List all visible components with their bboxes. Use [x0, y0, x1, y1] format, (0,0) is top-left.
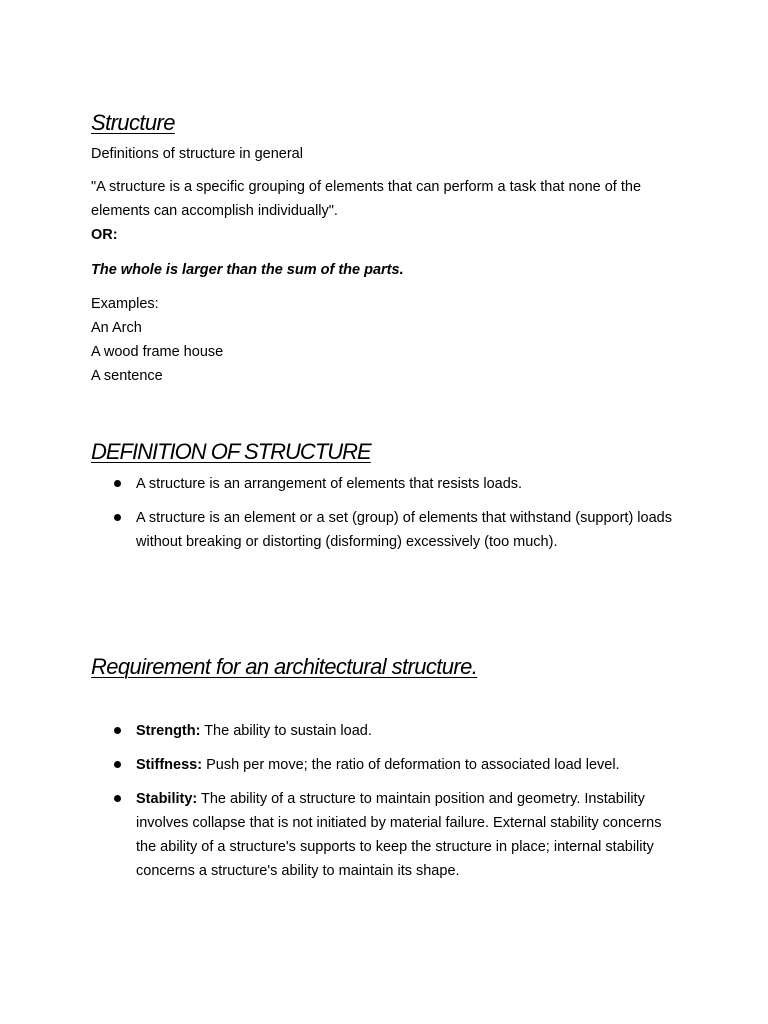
description: The ability of a structure to maintain position and geometry. Instability involves collapse that is not initiated by material failure. External stability concerns the ability of a structure's supports to keep the structure in place; internal stability concerns a structure's ability to maintain its shape.	[136, 791, 662, 879]
bullet-icon	[114, 795, 121, 802]
section-title-structure: Structure	[91, 110, 175, 135]
structure-quote: "A structure is a specific grouping of elements that can perform a task that none of the elements can accomplish individually".	[91, 179, 642, 219]
bullet-text	[136, 787, 676, 883]
section-subtitle: Definitions of structure in general	[91, 146, 303, 162]
bullet-icon	[114, 761, 121, 768]
examples-label: Examples:	[91, 296, 159, 312]
example-item: An Arch	[91, 320, 142, 336]
term-stability: Stability:	[136, 791, 198, 807]
bullet-text	[136, 719, 676, 743]
bullet-icon	[114, 514, 121, 521]
emphasis-statement: The whole is larger than the sum of the parts.	[91, 262, 404, 278]
section-title-definition: DEFINITION OF STRUCTURE	[91, 439, 371, 464]
description: The ability to sustain load.	[200, 723, 372, 739]
section-title-requirements: Requirement for an architectural structure.	[91, 654, 478, 679]
bullet-text: A structure is an arrangement of elements that resists loads.	[136, 476, 523, 492]
example-item: A wood frame house	[91, 344, 224, 360]
term-strength: Strength:	[136, 723, 201, 739]
or-label: OR:	[91, 227, 118, 243]
bullet-text: A structure is an element or a set (group) of elements that withstand (support) loads without breaking or distorting (disforming) excessively (too much).	[136, 510, 672, 550]
bullet-icon	[114, 480, 121, 487]
term-stiffness: Stiffness:	[136, 757, 203, 773]
bullet-text	[136, 753, 676, 777]
description: Push per move; the ratio of deformation to associated load level.	[202, 757, 620, 773]
example-item: A sentence	[91, 368, 163, 384]
bullet-icon	[114, 727, 121, 734]
